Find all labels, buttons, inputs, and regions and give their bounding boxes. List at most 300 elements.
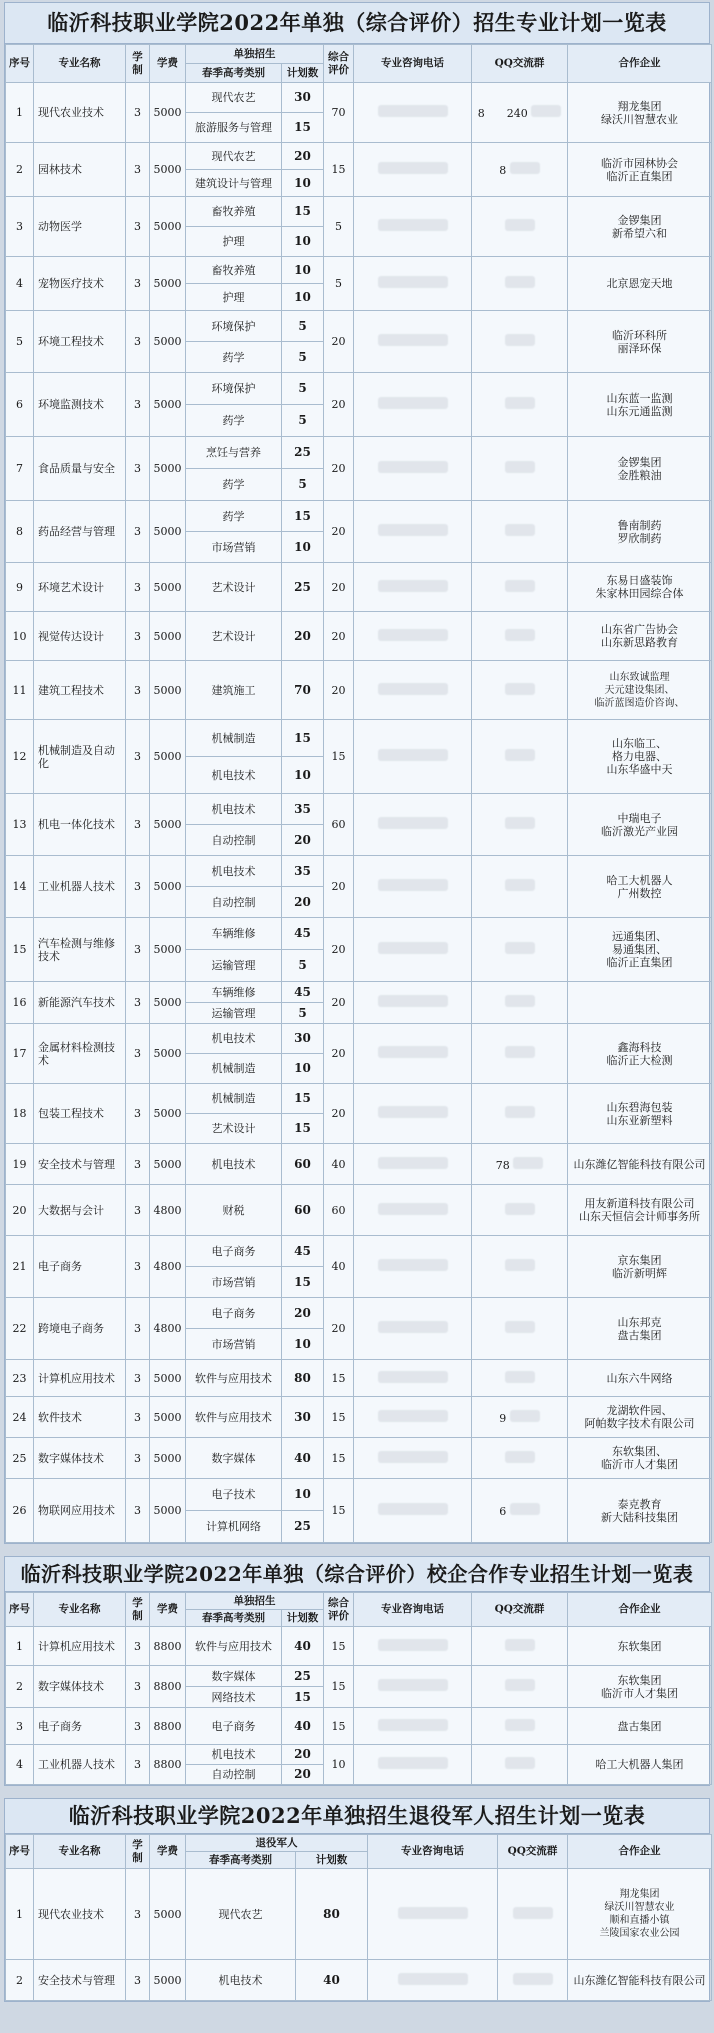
header-sys: 学 制	[126, 1835, 150, 1869]
cell-plan: 60	[282, 1144, 324, 1185]
redacted-blur	[378, 1719, 448, 1731]
cell-no: 12	[6, 720, 34, 794]
table-row	[6, 661, 712, 720]
table-3-title: 临沂科技职业学院2022年单独招生退役军人招生计划一览表	[5, 1799, 709, 1834]
cell-sys: 3	[126, 1024, 150, 1084]
cell-category: 软件与应用技术	[186, 1397, 282, 1438]
cell-no: 11	[6, 661, 34, 720]
redacted-blur	[378, 995, 448, 1007]
cell-qq	[472, 612, 568, 661]
cell-category: 机电技术	[186, 1144, 282, 1185]
header-no: 序号	[6, 1835, 34, 1869]
cell-comp: 5	[324, 197, 354, 257]
cell-major: 工业机器人技术	[34, 856, 126, 918]
cell-no: 2	[6, 1960, 34, 2001]
cell-enterprise: 北京恩宠天地	[568, 257, 712, 311]
cell-no: 17	[6, 1024, 34, 1084]
header-plan: 计划数	[282, 64, 324, 83]
cell-plan: 20	[282, 1745, 324, 1765]
cell-plan: 15	[282, 113, 324, 143]
header-qq: QQ交流群	[472, 1593, 568, 1627]
header-major: 专业名称	[34, 1593, 126, 1627]
header-sys: 学 制	[126, 1593, 150, 1627]
cell-enterprise: 东软集团	[568, 1627, 712, 1666]
cell-plan: 30	[282, 83, 324, 113]
cell-fee: 5000	[150, 1479, 186, 1543]
cell-qq	[472, 373, 568, 437]
header-fee: 学费	[150, 1593, 186, 1627]
cell-fee: 5000	[150, 501, 186, 563]
cell-phone	[368, 1869, 498, 1960]
header-ent: 合作企业	[568, 45, 712, 83]
cell-major: 大数据与会计	[34, 1185, 126, 1236]
table-section-2	[4, 1556, 710, 1786]
cell-major: 食品质量与安全	[34, 437, 126, 501]
cell-plan: 10	[282, 532, 324, 563]
cell-no: 25	[6, 1438, 34, 1479]
cell-category: 建筑设计与管理	[186, 170, 282, 197]
redacted-blur	[378, 1157, 448, 1169]
cell-enterprise: 山东邦克 盘古集团	[568, 1298, 712, 1360]
cell-major: 现代农业技术	[34, 1869, 126, 1960]
cell-major: 环境艺术设计	[34, 563, 126, 612]
table-row	[6, 501, 712, 532]
cell-comp: 15	[324, 1360, 354, 1397]
cell-fee: 5000	[150, 1438, 186, 1479]
cell-plan: 20	[282, 887, 324, 918]
cell-category: 自动控制	[186, 1765, 282, 1785]
cell-no: 1	[6, 83, 34, 143]
redacted-blur	[378, 1639, 448, 1651]
cell-category: 市场营销	[186, 1267, 282, 1298]
cell-no: 7	[6, 437, 34, 501]
cell-category: 车辆维修	[186, 918, 282, 950]
cell-fee: 8800	[150, 1745, 186, 1785]
cell-no: 21	[6, 1236, 34, 1298]
redacted-blur	[505, 1757, 535, 1769]
header-phone: 专业咨询电话	[368, 1835, 498, 1869]
cell-plan: 15	[282, 1687, 324, 1708]
cell-category: 艺术设计	[186, 1114, 282, 1144]
cell-category: 畜牧养殖	[186, 197, 282, 227]
cell-major: 物联网应用技术	[34, 1479, 126, 1543]
cell-fee: 4800	[150, 1236, 186, 1298]
redacted-blur	[505, 1451, 535, 1463]
redacted-blur	[378, 879, 448, 891]
cell-qq	[472, 1666, 568, 1708]
redacted-blur	[378, 162, 448, 174]
table-row	[6, 1298, 712, 1329]
cell-no: 16	[6, 982, 34, 1024]
cell-enterprise: 鲁南制药 罗欣制药	[568, 501, 712, 563]
cell-category: 护理	[186, 227, 282, 257]
table-row	[6, 83, 712, 113]
cell-phone	[354, 612, 472, 661]
table-section-1	[4, 2, 710, 1544]
cell-category: 机械制造	[186, 1084, 282, 1114]
cell-comp: 20	[324, 563, 354, 612]
redacted-blur	[505, 461, 535, 473]
cell-qq	[472, 437, 568, 501]
cell-no: 3	[6, 197, 34, 257]
cell-major: 药品经营与管理	[34, 501, 126, 563]
cell-sys: 3	[126, 918, 150, 982]
cell-fee: 5000	[150, 720, 186, 794]
cell-category: 建筑施工	[186, 661, 282, 720]
header-qq: QQ交流群	[498, 1835, 568, 1869]
cell-plan: 15	[282, 1084, 324, 1114]
cell-fee: 5000	[150, 83, 186, 143]
cell-enterprise: 中瑞电子 临沂激光产业园	[568, 794, 712, 856]
cell-enterprise: 山东蓝一监测 山东元通监测	[568, 373, 712, 437]
redacted-blur	[378, 524, 448, 536]
cell-qq	[472, 1236, 568, 1298]
cell-qq	[472, 720, 568, 794]
cell-plan: 35	[282, 794, 324, 825]
cell-no: 20	[6, 1185, 34, 1236]
redacted-blur	[505, 1203, 535, 1215]
cell-phone	[354, 661, 472, 720]
cell-major: 电子商务	[34, 1708, 126, 1745]
redacted-blur	[378, 105, 448, 117]
table-row	[6, 1397, 712, 1438]
redacted-blur	[510, 162, 540, 174]
cell-fee: 5000	[150, 794, 186, 856]
cell-enterprise: 翔龙集团 绿沃川智慧农业	[568, 83, 712, 143]
cell-sys: 3	[126, 1745, 150, 1785]
cell-phone	[354, 1438, 472, 1479]
table-row	[6, 982, 712, 1003]
cell-category: 网络技术	[186, 1687, 282, 1708]
cell-major: 宠物医疗技术	[34, 257, 126, 311]
cell-no: 2	[6, 143, 34, 197]
cell-fee: 5000	[150, 661, 186, 720]
header-group: 单独招生	[186, 1593, 324, 1610]
header-group: 单独招生	[186, 45, 324, 64]
cell-sys: 3	[126, 373, 150, 437]
header-fee: 学费	[150, 45, 186, 83]
cell-sys: 3	[126, 437, 150, 501]
cell-category: 电子商务	[186, 1298, 282, 1329]
table-row	[6, 1236, 712, 1267]
cell-qq	[498, 1960, 568, 2001]
cell-category: 电子商务	[186, 1236, 282, 1267]
cell-major: 机电一体化技术	[34, 794, 126, 856]
cell-major: 机械制造及自动化	[34, 720, 126, 794]
redacted-blur	[378, 1371, 448, 1383]
cell-phone	[354, 720, 472, 794]
cell-category: 自动控制	[186, 887, 282, 918]
cell-plan: 10	[282, 1479, 324, 1511]
cell-category: 药学	[186, 342, 282, 373]
cell-sys: 3	[126, 501, 150, 563]
redacted-blur	[378, 1503, 448, 1515]
cell-no: 6	[6, 373, 34, 437]
cell-major: 环境工程技术	[34, 311, 126, 373]
redacted-blur	[505, 1371, 535, 1383]
cell-fee: 5000	[150, 918, 186, 982]
cell-plan: 45	[282, 918, 324, 950]
cell-category: 机电技术	[186, 1745, 282, 1765]
cell-qq	[472, 794, 568, 856]
cell-phone	[354, 1024, 472, 1084]
cell-comp: 5	[324, 257, 354, 311]
redacted-blur	[505, 1321, 535, 1333]
cell-phone	[354, 1236, 472, 1298]
cell-plan: 30	[282, 1024, 324, 1054]
cell-enterprise: 用友新道科技有限公司 山东天恒信会计师事务所	[568, 1185, 712, 1236]
cell-plan: 40	[282, 1438, 324, 1479]
header-no: 序号	[6, 45, 34, 83]
cell-qq: 9	[472, 1397, 568, 1438]
cell-qq	[472, 1360, 568, 1397]
redacted-blur	[505, 397, 535, 409]
cell-phone	[354, 373, 472, 437]
cell-no: 5	[6, 311, 34, 373]
cell-category: 电子技术	[186, 1479, 282, 1511]
cell-category: 旅游服务与管理	[186, 113, 282, 143]
cell-fee: 5000	[150, 373, 186, 437]
cell-major: 新能源汽车技术	[34, 982, 126, 1024]
cell-qq	[472, 197, 568, 257]
cell-enterprise: 鑫海科技 临沂正大检测	[568, 1024, 712, 1084]
cell-qq	[472, 982, 568, 1024]
cell-category: 数字媒体	[186, 1666, 282, 1687]
cell-category: 机电技术	[186, 794, 282, 825]
redacted-blur	[398, 1907, 468, 1919]
cell-phone	[354, 83, 472, 143]
cell-enterprise: 翔龙集团 绿沃川智慧农业 顺和直播小镇 兰陵国家农业公园	[568, 1869, 712, 1960]
cell-plan: 15	[282, 197, 324, 227]
cell-sys: 3	[126, 1298, 150, 1360]
cell-comp: 15	[324, 1666, 354, 1708]
header-major: 专业名称	[34, 1835, 126, 1869]
table-row	[6, 563, 712, 612]
cell-major: 金属材料检测技术	[34, 1024, 126, 1084]
cell-comp: 20	[324, 982, 354, 1024]
redacted-blur	[378, 749, 448, 761]
table-3	[5, 1834, 712, 2001]
cell-major: 软件技术	[34, 1397, 126, 1438]
cell-major: 视觉传达设计	[34, 612, 126, 661]
cell-comp: 60	[324, 1185, 354, 1236]
cell-enterprise: 山东潍亿智能科技有限公司	[568, 1960, 712, 2001]
cell-comp: 70	[324, 83, 354, 143]
cell-qq	[472, 1708, 568, 1745]
table-row	[6, 720, 712, 757]
cell-sys: 3	[126, 1084, 150, 1144]
cell-no: 15	[6, 918, 34, 982]
cell-category: 运输管理	[186, 950, 282, 982]
cell-plan: 5	[282, 373, 324, 405]
redacted-blur	[378, 1046, 448, 1058]
cell-plan: 10	[282, 1329, 324, 1360]
cell-phone	[354, 1666, 472, 1708]
redacted-blur	[505, 749, 535, 761]
redacted-blur	[505, 1046, 535, 1058]
redacted-blur	[378, 276, 448, 288]
cell-comp: 40	[324, 1236, 354, 1298]
cell-major: 动物医学	[34, 197, 126, 257]
cell-sys: 3	[126, 257, 150, 311]
cell-no: 26	[6, 1479, 34, 1543]
redacted-blur	[505, 817, 535, 829]
cell-plan: 20	[282, 143, 324, 170]
cell-phone	[354, 197, 472, 257]
cell-fee: 5000	[150, 1397, 186, 1438]
cell-major: 安全技术与管理	[34, 1960, 126, 2001]
cell-comp: 15	[324, 1708, 354, 1745]
cell-phone	[354, 918, 472, 982]
cell-fee: 5000	[150, 197, 186, 257]
cell-no: 23	[6, 1360, 34, 1397]
cell-comp: 20	[324, 612, 354, 661]
redacted-blur	[378, 1679, 448, 1691]
cell-comp: 40	[324, 1144, 354, 1185]
cell-sys: 3	[126, 1960, 150, 2001]
redacted-blur	[378, 334, 448, 346]
redacted-blur	[505, 1259, 535, 1271]
cell-sys: 3	[126, 982, 150, 1024]
cell-comp: 20	[324, 918, 354, 982]
cell-fee: 8800	[150, 1627, 186, 1666]
table-row	[6, 1960, 712, 2001]
cell-no: 4	[6, 1745, 34, 1785]
cell-phone	[354, 1627, 472, 1666]
cell-comp: 20	[324, 373, 354, 437]
cell-qq	[472, 1185, 568, 1236]
cell-phone	[354, 1708, 472, 1745]
table-row	[6, 1479, 712, 1511]
table-row	[6, 143, 712, 170]
cell-plan: 10	[282, 257, 324, 284]
cell-phone	[354, 1084, 472, 1144]
cell-sys: 3	[126, 856, 150, 918]
table-section-3	[4, 1798, 710, 2002]
cell-qq: 8	[472, 143, 568, 197]
table-row	[6, 197, 712, 227]
cell-plan: 40	[282, 1627, 324, 1666]
cell-plan: 15	[282, 1267, 324, 1298]
cell-no: 18	[6, 1084, 34, 1144]
redacted-blur	[378, 817, 448, 829]
cell-sys: 3	[126, 1144, 150, 1185]
cell-plan: 20	[282, 825, 324, 856]
redacted-blur	[505, 1106, 535, 1118]
header-cat: 春季高考类别	[186, 64, 282, 83]
table-row	[6, 311, 712, 342]
redacted-blur	[505, 1639, 535, 1651]
redacted-blur	[378, 1106, 448, 1118]
cell-phone	[354, 1745, 472, 1785]
redacted-blur	[505, 1679, 535, 1691]
table-2	[5, 1592, 712, 1785]
cell-enterprise: 远通集团、 易通集团、 临沂正直集团	[568, 918, 712, 982]
cell-plan: 40	[282, 1708, 324, 1745]
cell-fee: 5000	[150, 1144, 186, 1185]
cell-category: 环境保护	[186, 373, 282, 405]
cell-major: 计算机应用技术	[34, 1360, 126, 1397]
cell-plan: 15	[282, 720, 324, 757]
cell-plan: 5	[282, 950, 324, 982]
cell-sys: 3	[126, 563, 150, 612]
cell-comp: 15	[324, 1438, 354, 1479]
redacted-blur	[378, 1203, 448, 1215]
cell-plan: 45	[282, 982, 324, 1003]
cell-category: 运输管理	[186, 1003, 282, 1024]
redacted-blur	[505, 629, 535, 641]
page	[4, 2, 710, 2002]
cell-category: 现代农艺	[186, 83, 282, 113]
cell-qq	[472, 856, 568, 918]
table-row	[6, 1666, 712, 1687]
cell-comp: 15	[324, 720, 354, 794]
cell-plan: 45	[282, 1236, 324, 1267]
cell-plan: 5	[282, 1003, 324, 1024]
redacted-blur	[378, 461, 448, 473]
cell-comp: 20	[324, 1084, 354, 1144]
table-row	[6, 1869, 712, 1960]
cell-qq: 8 240	[472, 83, 568, 143]
cell-major: 数字媒体技术	[34, 1438, 126, 1479]
redacted-blur	[531, 105, 561, 117]
cell-phone	[354, 257, 472, 311]
header-group: 退役军人	[186, 1835, 368, 1852]
redacted-blur	[505, 334, 535, 346]
cell-category: 烹饪与营养	[186, 437, 282, 469]
cell-category: 现代农艺	[186, 143, 282, 170]
cell-sys: 3	[126, 720, 150, 794]
cell-plan: 5	[282, 342, 324, 373]
cell-sys: 3	[126, 1397, 150, 1438]
cell-fee: 5000	[150, 856, 186, 918]
cell-sys: 3	[126, 1438, 150, 1479]
cell-plan: 40	[296, 1960, 368, 2001]
table-1	[5, 44, 712, 1543]
cell-enterprise: 山东致诚监理 天元建设集团、 临沂蓝图造价咨询、	[568, 661, 712, 720]
cell-category: 环境保护	[186, 311, 282, 342]
cell-fee: 4800	[150, 1298, 186, 1360]
cell-sys: 3	[126, 197, 150, 257]
header-phone: 专业咨询电话	[354, 45, 472, 83]
redacted-blur	[510, 1503, 540, 1515]
redacted-blur	[510, 1410, 540, 1422]
cell-qq	[472, 501, 568, 563]
redacted-blur	[505, 276, 535, 288]
redacted-blur	[378, 1259, 448, 1271]
table-row	[6, 856, 712, 887]
cell-sys: 3	[126, 1869, 150, 1960]
cell-phone	[354, 856, 472, 918]
table-row	[6, 1627, 712, 1666]
cell-comp: 20	[324, 1298, 354, 1360]
cell-enterprise: 临沂环科所 丽泽环保	[568, 311, 712, 373]
cell-plan: 20	[282, 612, 324, 661]
cell-comp: 60	[324, 794, 354, 856]
redacted-blur	[378, 1410, 448, 1422]
header-no: 序号	[6, 1593, 34, 1627]
cell-enterprise: 山东潍亿智能科技有限公司	[568, 1144, 712, 1185]
cell-fee: 5000	[150, 437, 186, 501]
cell-major: 现代农业技术	[34, 83, 126, 143]
cell-fee: 5000	[150, 257, 186, 311]
cell-enterprise: 金锣集团 金胜粮油	[568, 437, 712, 501]
table-2-title: 临沂科技职业学院2022年单独（综合评价）校企合作专业招生计划一览表	[5, 1557, 709, 1592]
cell-qq	[472, 257, 568, 311]
cell-category: 电子商务	[186, 1708, 282, 1745]
cell-fee: 5000	[150, 1869, 186, 1960]
table-row	[6, 1438, 712, 1479]
